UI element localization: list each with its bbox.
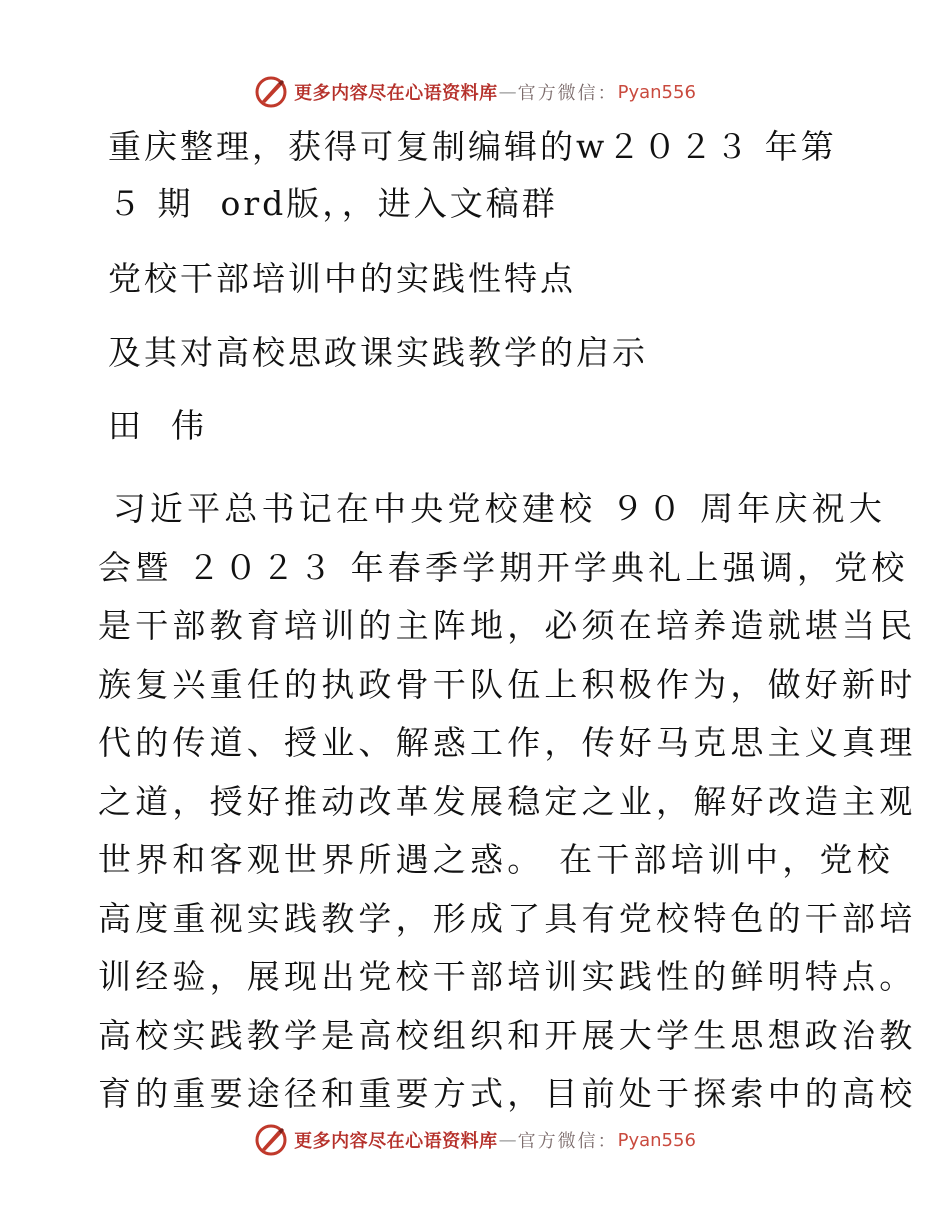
body-line: 世界和客观世界所遇之惑。 在干部培训中，党校: [98, 840, 894, 879]
watermark-dash: —: [498, 1129, 517, 1151]
watermark-sub-text: 官方微信：: [517, 1131, 618, 1152]
header-line-1: 重庆整理，获得可复制编辑的w２０２３ 年第: [108, 127, 837, 166]
author-name: 田 伟: [108, 406, 207, 445]
body-line: 习近平总书记在中央党校建校 ９０ 周年庆祝大: [98, 489, 887, 528]
watermark-bottom: [0, 1120, 950, 1160]
body-line: 代的传道、授业、解惑工作，传好马克思主义真理: [98, 723, 917, 762]
body-line: 育的重要途径和重要方式，目前处于探索中的高校: [98, 1074, 917, 1113]
body-line: 训经验，展现出党校干部培训实践性的鲜明特点。: [98, 957, 917, 996]
body-line: 是干部教育培训的主阵地，必须在培养造就堪当民: [98, 606, 917, 645]
pen-logo-icon: [254, 75, 288, 109]
watermark-main-text: 更多内容尽在心语资料库: [294, 83, 498, 104]
body-line: 之道，授好推动改革发展稳定之业，解好改造主观: [98, 781, 917, 821]
watermark-sub-text: 官方微信：: [517, 83, 618, 104]
body-paragraph: [98, 480, 917, 1124]
article-title-line-1: 党校干部培训中的实践性特点: [108, 259, 576, 298]
watermark-top: [0, 72, 950, 112]
article-title-line-2: 及其对高校思政课实践教学的启示: [108, 333, 648, 372]
watermark-main-text: 更多内容尽在心语资料库: [294, 1131, 498, 1152]
pen-logo-icon: [254, 1123, 288, 1157]
header-line-2: ５ 期 ord版，，进入文稿群: [108, 184, 558, 223]
watermark-dash: —: [498, 81, 517, 103]
body-line: 高度重视实践教学，形成了具有党校特色的干部培: [98, 898, 917, 938]
body-line: 高校实践教学是高校组织和开展大学生思想政治教: [98, 1015, 917, 1055]
watermark-wechat-id: Pyan556: [617, 1129, 696, 1151]
watermark-wechat-id: Pyan556: [617, 81, 696, 103]
body-line: 会暨 ２０２３ 年春季学期开学典礼上强调，党校: [98, 547, 909, 587]
body-line: 族复兴重任的执政骨干队伍上积极作为，做好新时: [98, 664, 917, 704]
